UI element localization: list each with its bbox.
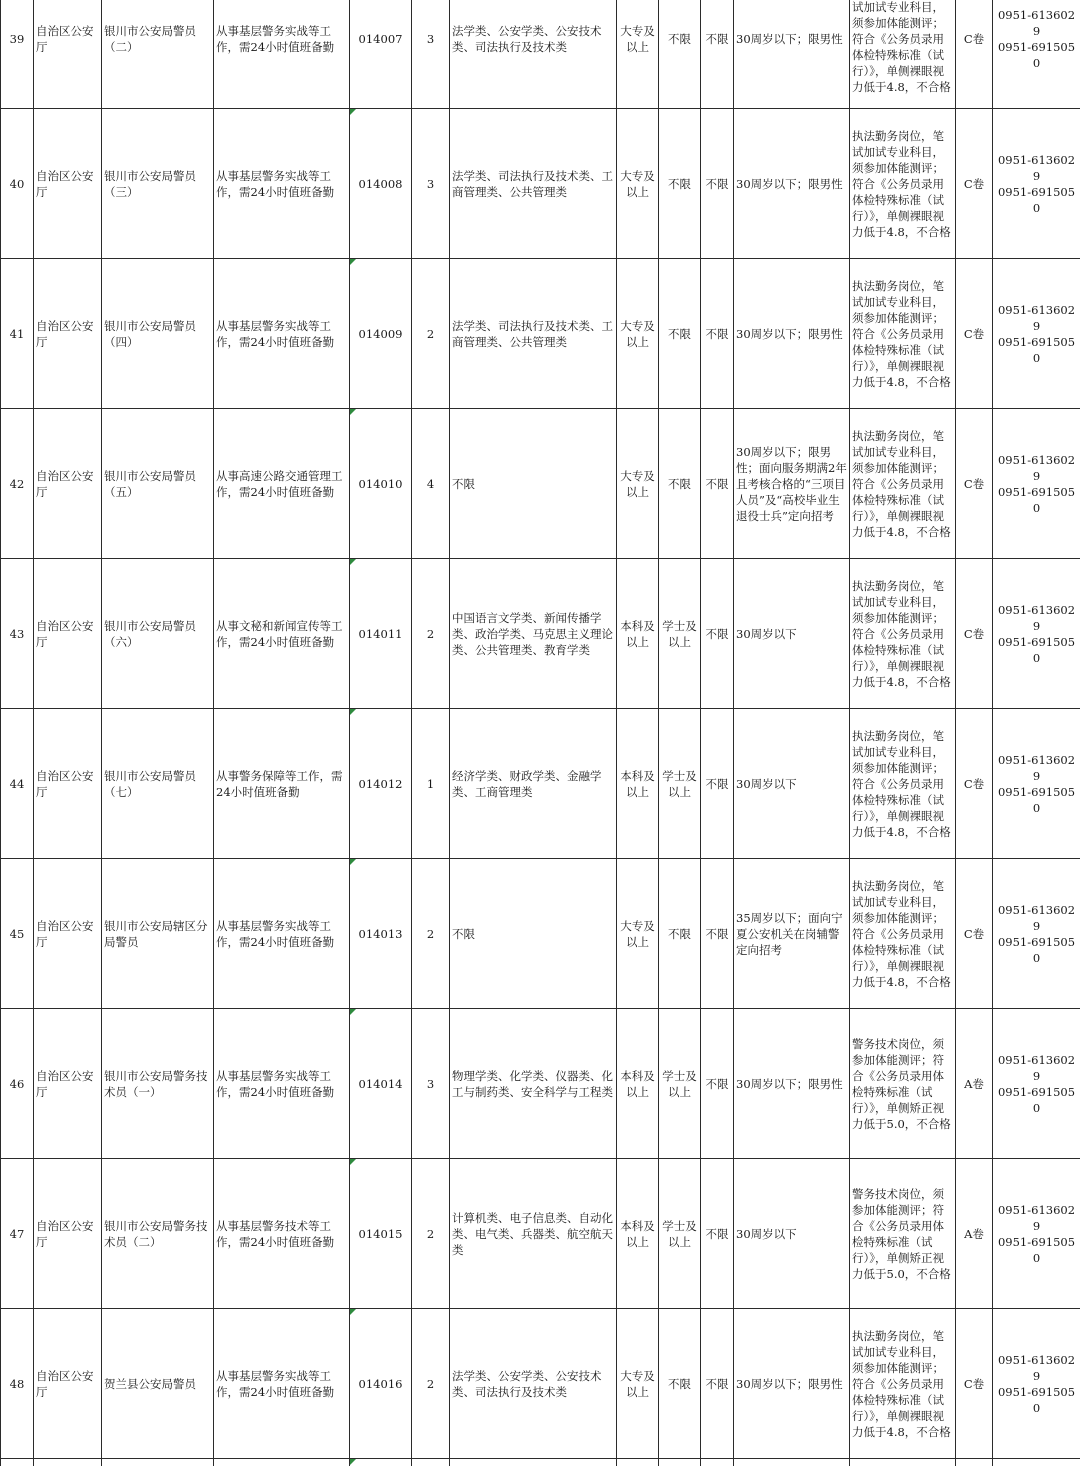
empty-cell — [993, 1459, 1080, 1466]
duty-description-cell: 从事基层警务实战等工作，需24小时值班备勤 — [214, 109, 350, 259]
major-requirement-cell: 不限 — [450, 409, 617, 559]
exam-type-cell: A卷 — [956, 1009, 993, 1159]
position-name-cell: 银川市公安局辖区分局警员 — [102, 859, 214, 1009]
empty-cell — [102, 1459, 214, 1466]
position-code-cell — [350, 109, 412, 259]
phone-primary: 0951-6136029 — [997, 752, 1076, 783]
duty-description-cell: 从事文秘和新闻宣传等工作，需24小时值班备勤 — [214, 559, 350, 709]
major-requirement-cell: 法学类、公安学类、公安技术类、司法执行及技术类 — [450, 1309, 617, 1459]
political-status-cell: 不限 — [701, 859, 734, 1009]
department-cell: 自治区公安厅 — [34, 559, 102, 709]
education-cell: 本科及以上 — [617, 709, 659, 859]
major-requirement-cell: 中国语言文学类、新闻传播学类、政治学类、马克思主义理论类、公共管理类、教育学类 — [450, 559, 617, 709]
phone-secondary: 0951-6915050 — [997, 934, 1076, 965]
duty-description-cell: 从事基层警务实战等工作，需24小时值班备勤 — [214, 1309, 350, 1459]
table-row — [1, 559, 1080, 709]
major-requirement-cell: 物理学类、化学类、仪器类、化工与制药类、安全科学与工程类 — [450, 1009, 617, 1159]
contact-phone-cell — [993, 559, 1080, 709]
position-name-cell: 银川市公安局警员（二） — [102, 0, 214, 109]
education-cell: 大专及以上 — [617, 109, 659, 259]
contact-phone-cell — [993, 409, 1080, 559]
table-row-partial — [1, 1459, 1080, 1466]
major-requirement-cell: 法学类、司法执行及技术类、工商管理类、公共管理类 — [450, 109, 617, 259]
phone-primary: 0951-6136029 — [997, 902, 1076, 933]
major-requirement-cell: 经济学类、财政学类、金融学类、工商管理类 — [450, 709, 617, 859]
position-name-cell: 银川市公安局警务技术员（二） — [102, 1159, 214, 1309]
empty-cell — [450, 1459, 617, 1466]
comment-marker-icon — [350, 1159, 356, 1165]
political-status-cell: 不限 — [701, 709, 734, 859]
phone-primary: 0951-6136029 — [997, 7, 1076, 38]
political-status-cell: 不限 — [701, 1309, 734, 1459]
row-number: 40 — [1, 109, 34, 259]
phone-primary: 0951-6136029 — [997, 152, 1076, 183]
hiring-count-cell: 2 — [412, 1309, 450, 1459]
degree-cell: 不限 — [659, 1309, 701, 1459]
position-code-cell — [350, 709, 412, 859]
empty-cell — [34, 1459, 102, 1466]
table-row — [1, 709, 1080, 859]
phone-secondary: 0951-6915050 — [997, 1234, 1076, 1265]
empty-cell — [1, 1459, 34, 1466]
phone-primary: 0951-6136029 — [997, 1052, 1076, 1083]
table-row — [1, 259, 1080, 409]
department-cell: 自治区公安厅 — [34, 1309, 102, 1459]
degree-cell: 不限 — [659, 109, 701, 259]
phone-secondary: 0951-6915050 — [997, 39, 1076, 70]
remarks-cell: 警务技术岗位，须参加体能测评；符合《公务员录用体检特殊标准（试行）》，单侧矫正视力低于5.0，不合格 — [850, 1009, 956, 1159]
other-requirements-cell: 30周岁以下 — [734, 1159, 850, 1309]
department-cell: 自治区公安厅 — [34, 0, 102, 109]
political-status-cell: 不限 — [701, 1009, 734, 1159]
degree-cell: 不限 — [659, 859, 701, 1009]
comment-marker-icon — [350, 1459, 356, 1465]
other-requirements-cell: 30周岁以下；限男性 — [734, 109, 850, 259]
phone-secondary: 0951-6915050 — [997, 1084, 1076, 1115]
major-requirement-cell: 法学类、司法执行及技术类、工商管理类、公共管理类 — [450, 259, 617, 409]
exam-type-cell: C卷 — [956, 709, 993, 859]
position-code-cell — [350, 559, 412, 709]
hiring-count-cell: 4 — [412, 409, 450, 559]
exam-type-cell: C卷 — [956, 259, 993, 409]
row-number: 42 — [1, 409, 34, 559]
other-requirements-cell: 30周岁以下 — [734, 559, 850, 709]
education-cell: 本科及以上 — [617, 559, 659, 709]
duty-description-cell: 从事基层警务实战等工作，需24小时值班备勤 — [214, 0, 350, 109]
hiring-count-cell: 3 — [412, 0, 450, 109]
phone-primary: 0951-6136029 — [997, 1352, 1076, 1383]
position-code-cell — [350, 1009, 412, 1159]
hiring-count-cell: 3 — [412, 109, 450, 259]
position-code-text: 014015 — [358, 1226, 403, 1241]
remarks-cell: 警务技术岗位，须参加体能测评；符合《公务员录用体检特殊标准（试行）》，单侧矫正视力低于5.0，不合格 — [850, 1159, 956, 1309]
position-code-cell — [350, 0, 412, 109]
remarks-cell: 执法勤务岗位，笔试加试专业科目，须参加体能测评；符合《公务员录用体检特殊标准（试行）》，单侧裸眼视力低于4.8，不合格 — [850, 709, 956, 859]
degree-cell: 学士及以上 — [659, 709, 701, 859]
position-name-cell: 银川市公安局警员（三） — [102, 109, 214, 259]
exam-type-cell: C卷 — [956, 0, 993, 109]
row-number: 48 — [1, 1309, 34, 1459]
empty-cell — [956, 1459, 993, 1466]
comment-marker-icon — [350, 709, 356, 715]
exam-type-cell: C卷 — [956, 109, 993, 259]
position-name-cell: 银川市公安局警员（六） — [102, 559, 214, 709]
department-cell: 自治区公安厅 — [34, 109, 102, 259]
empty-cell — [850, 1459, 956, 1466]
other-requirements-cell: 30周岁以下；限男性 — [734, 259, 850, 409]
other-requirements-cell: 30周岁以下；限男性；面向服务期满2年且考核合格的“三项目人员”及“高校毕业生退役士兵”定向招考 — [734, 409, 850, 559]
exam-type-cell: C卷 — [956, 409, 993, 559]
political-status-cell: 不限 — [701, 259, 734, 409]
phone-secondary: 0951-6915050 — [997, 334, 1076, 365]
phone-primary: 0951-6136029 — [997, 302, 1076, 333]
phone-secondary: 0951-6915050 — [997, 184, 1076, 215]
empty-cell — [214, 1459, 350, 1466]
department-cell: 自治区公安厅 — [34, 859, 102, 1009]
exam-type-cell: C卷 — [956, 859, 993, 1009]
row-number: 39 — [1, 0, 34, 109]
position-code-text: 014010 — [358, 476, 403, 491]
position-name-cell: 银川市公安局警务技术员（一） — [102, 1009, 214, 1159]
comment-marker-icon — [350, 409, 356, 415]
exam-type-cell: C卷 — [956, 559, 993, 709]
hiring-count-cell: 3 — [412, 1009, 450, 1159]
degree-cell: 不限 — [659, 259, 701, 409]
contact-phone-cell — [993, 0, 1080, 109]
other-requirements-cell: 30周岁以下；限男性 — [734, 1309, 850, 1459]
political-status-cell: 不限 — [701, 1159, 734, 1309]
comment-marker-icon — [350, 109, 356, 115]
duty-description-cell: 从事基层警务实战等工作，需24小时值班备勤 — [214, 1009, 350, 1159]
row-number: 47 — [1, 1159, 34, 1309]
education-cell: 大专及以上 — [617, 859, 659, 1009]
remarks-cell: 执法勤务岗位，笔试加试专业科目，须参加体能测评；符合《公务员录用体检特殊标准（试行）》，单侧裸眼视力低于4.8，不合格 — [850, 1309, 956, 1459]
row-number: 44 — [1, 709, 34, 859]
duty-description-cell: 从事警务保障等工作，需24小时值班备勤 — [214, 709, 350, 859]
contact-phone-cell — [993, 1009, 1080, 1159]
position-code-cell — [350, 1159, 412, 1309]
table-row — [1, 859, 1080, 1009]
table-row — [1, 1009, 1080, 1159]
degree-cell: 学士及以上 — [659, 559, 701, 709]
empty-cell — [701, 1459, 734, 1466]
duty-description-cell: 从事基层警务实战等工作，需24小时值班备勤 — [214, 859, 350, 1009]
education-cell: 大专及以上 — [617, 409, 659, 559]
remarks-cell: 执法勤务岗位，笔试加试专业科目，须参加体能测评；符合《公务员录用体检特殊标准（试行）》，单侧裸眼视力低于4.8，不合格 — [850, 259, 956, 409]
hiring-count-cell: 2 — [412, 1159, 450, 1309]
phone-secondary: 0951-6915050 — [997, 634, 1076, 665]
other-requirements-cell: 30周岁以下 — [734, 709, 850, 859]
contact-phone-cell — [993, 859, 1080, 1009]
contact-phone-cell — [993, 1309, 1080, 1459]
political-status-cell: 不限 — [701, 0, 734, 109]
department-cell: 自治区公安厅 — [34, 409, 102, 559]
phone-secondary: 0951-6915050 — [997, 1384, 1076, 1415]
duty-description-cell: 从事基层警务技术等工作，需24小时值班备勤 — [214, 1159, 350, 1309]
hiring-count-cell: 2 — [412, 859, 450, 1009]
major-requirement-cell: 不限 — [450, 859, 617, 1009]
duty-description-cell: 从事高速公路交通管理工作，需24小时值班备勤 — [214, 409, 350, 559]
contact-phone-cell — [993, 1159, 1080, 1309]
phone-secondary: 0951-6915050 — [997, 784, 1076, 815]
position-code-cell — [350, 1309, 412, 1459]
department-cell: 自治区公安厅 — [34, 709, 102, 859]
phone-primary: 0951-6136029 — [997, 602, 1076, 633]
table-row — [1, 409, 1080, 559]
department-cell: 自治区公安厅 — [34, 259, 102, 409]
exam-type-cell: C卷 — [956, 1309, 993, 1459]
education-cell: 本科及以上 — [617, 1009, 659, 1159]
position-name-cell: 银川市公安局警员（七） — [102, 709, 214, 859]
position-name-cell: 银川市公安局警员（五） — [102, 409, 214, 559]
degree-cell: 不限 — [659, 0, 701, 109]
exam-type-cell: A卷 — [956, 1159, 993, 1309]
position-code-cell — [350, 859, 412, 1009]
position-name-cell: 银川市公安局警员（四） — [102, 259, 214, 409]
row-number: 45 — [1, 859, 34, 1009]
remarks-cell: 执法勤务岗位，笔试加试专业科目，须参加体能测评；符合《公务员录用体检特殊标准（试行）》，单侧裸眼视力低于4.8，不合格 — [850, 559, 956, 709]
position-code-cell — [350, 259, 412, 409]
empty-cell — [659, 1459, 701, 1466]
education-cell: 大专及以上 — [617, 0, 659, 109]
empty-cell — [412, 1459, 450, 1466]
empty-cell — [350, 1459, 412, 1466]
contact-phone-cell — [993, 109, 1080, 259]
remarks-cell: 执法勤务岗位，笔试加试专业科目，须参加体能测评；符合《公务员录用体检特殊标准（试行）》，单侧裸眼视力低于4.8，不合格 — [850, 409, 956, 559]
comment-marker-icon — [350, 559, 356, 565]
degree-cell: 学士及以上 — [659, 1009, 701, 1159]
position-code-text: 014013 — [358, 926, 403, 941]
remarks-cell: 试加试专业科目，须参加体能测评；符合《公务员录用体检特殊标准（试行）》，单侧裸眼视力低于4.8，不合格 — [850, 0, 956, 109]
phone-primary: 0951-6136029 — [997, 1202, 1076, 1233]
phone-primary: 0951-6136029 — [997, 452, 1076, 483]
position-code-text: 014007 — [358, 31, 403, 46]
comment-marker-icon — [350, 859, 356, 865]
department-cell: 自治区公安厅 — [34, 1009, 102, 1159]
position-code-text: 014012 — [358, 776, 403, 791]
row-number: 46 — [1, 1009, 34, 1159]
hiring-count-cell: 2 — [412, 259, 450, 409]
comment-marker-icon — [350, 1009, 356, 1015]
contact-phone-cell — [993, 709, 1080, 859]
major-requirement-cell: 计算机类、电子信息类、自动化类、电气类、兵器类、航空航天类 — [450, 1159, 617, 1309]
education-cell: 本科及以上 — [617, 1159, 659, 1309]
education-cell: 大专及以上 — [617, 259, 659, 409]
table-row — [1, 0, 1080, 109]
other-requirements-cell: 30周岁以下；限男性 — [734, 1009, 850, 1159]
row-number: 41 — [1, 259, 34, 409]
comment-marker-icon — [350, 259, 356, 265]
political-status-cell: 不限 — [701, 559, 734, 709]
phone-secondary: 0951-6915050 — [997, 484, 1076, 515]
hiring-count-cell: 1 — [412, 709, 450, 859]
empty-cell — [617, 1459, 659, 1466]
position-code-cell — [350, 409, 412, 559]
empty-cell — [734, 1459, 850, 1466]
department-cell: 自治区公安厅 — [34, 1159, 102, 1309]
remarks-cell: 执法勤务岗位，笔试加试专业科目，须参加体能测评；符合《公务员录用体检特殊标准（试行）》，单侧裸眼视力低于4.8，不合格 — [850, 859, 956, 1009]
position-code-text: 014011 — [358, 626, 403, 641]
position-code-text: 014016 — [358, 1376, 403, 1391]
row-number: 43 — [1, 559, 34, 709]
degree-cell: 不限 — [659, 409, 701, 559]
table-row — [1, 1309, 1080, 1459]
other-requirements-cell: 30周岁以下；限男性 — [734, 0, 850, 109]
political-status-cell: 不限 — [701, 409, 734, 559]
comment-marker-icon — [350, 1309, 356, 1315]
remarks-cell: 执法勤务岗位，笔试加试专业科目，须参加体能测评；符合《公务员录用体检特殊标准（试行）》，单侧裸眼视力低于4.8，不合格 — [850, 109, 956, 259]
major-requirement-cell: 法学类、公安学类、公安技术类、司法执行及技术类 — [450, 0, 617, 109]
position-code-text: 014014 — [358, 1076, 403, 1091]
education-cell: 大专及以上 — [617, 1309, 659, 1459]
position-name-cell: 贺兰县公安局警员 — [102, 1309, 214, 1459]
position-code-text: 014009 — [358, 326, 403, 341]
political-status-cell: 不限 — [701, 109, 734, 259]
contact-phone-cell — [993, 259, 1080, 409]
table-row — [1, 109, 1080, 259]
other-requirements-cell: 35周岁以下；面向宁夏公安机关在岗辅警定向招考 — [734, 859, 850, 1009]
table-row — [1, 1159, 1080, 1309]
duty-description-cell: 从事基层警务实战等工作，需24小时值班备勤 — [214, 259, 350, 409]
position-code-text: 014008 — [358, 176, 403, 191]
hiring-count-cell: 2 — [412, 559, 450, 709]
degree-cell: 学士及以上 — [659, 1159, 701, 1309]
